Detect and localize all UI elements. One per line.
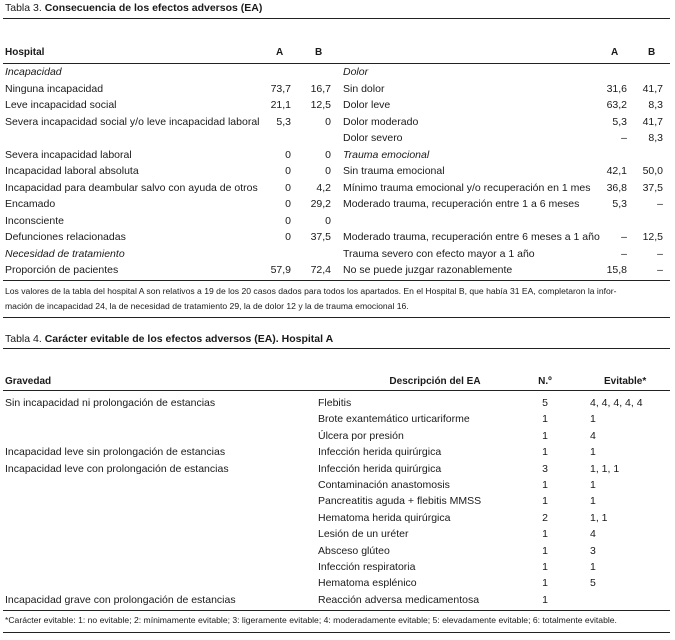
table3-header-hospital: Hospital [5,47,45,58]
value-b: 0 [325,165,331,177]
table3-title [5,2,262,14]
gravedad-cell: Incapacidad grave con prolongación de estancias [5,593,236,606]
evitable-cell: 1 [590,413,596,426]
row-label: Severa incapacidad laboral [5,148,132,161]
divider [3,18,670,19]
table3-header-right-a: A [611,47,619,58]
value-b: 0 [325,148,331,161]
table4-title-prefix: Tabla 4. [5,333,42,345]
value-b: 37,5 [310,231,331,243]
value-a: 0 [285,148,291,161]
descripcion-cell: Pancreatitis aguda + flebitis MMSS [318,495,482,508]
section-label: Necesidad de tratamiento [5,247,125,260]
evitable-cell: 1, 1, 1 [590,462,620,475]
value-b: 16,7 [310,82,331,95]
value-b: 41,7 [642,115,663,128]
descripcion-cell: Hematoma esplénico [318,577,417,590]
row-label: Moderado trauma, recuperación entre 6 meses a 1 año [343,231,600,243]
table3-header-b: B [315,47,323,58]
descripcion-cell: Infección herida quirúrgica [318,446,442,459]
value-b: 41,7 [642,82,663,95]
value-b: – [657,264,663,276]
value-a: 15,8 [606,264,627,276]
descripcion-cell: Hematoma herida quirúrgica [318,511,451,524]
row-label: Dolor severo [343,132,403,144]
value-a: 0 [285,165,291,177]
value-b: 12,5 [310,99,331,111]
value-b: 0 [325,115,331,128]
value-a: – [621,231,627,243]
value-b: 4,2 [316,181,331,194]
table3-note-line1: Los valores de la tabla del hospital A son relativos a 19 de los 20 casos dados para todos los apartados. En el Hospital B, que había 31 EA, completaron la infor- [5,286,617,296]
evitable-cell: 5 [590,577,596,590]
numero-cell: 1 [542,561,548,573]
table4-title-text: Carácter evitable de los efectos adversos (EA). Hospital A [44,333,334,345]
row-label: Defunciones relacionadas [5,231,126,243]
table4-header-descripcion: Descripción del EA [389,376,481,387]
table4-header-gravedad: Gravedad [5,376,52,387]
divider [3,317,670,318]
descripcion-cell: Contaminación anastomosis [318,479,450,491]
row-label: Dolor moderado [343,115,419,128]
row-label: Encamado [5,198,56,210]
row-label: Severa incapacidad social y/o leve incapacidad laboral [5,115,260,128]
value-a: 57,9 [270,264,291,276]
value-b: – [657,247,663,260]
numero-cell: 1 [542,495,548,508]
row-label: Mínimo trauma emocional y/o recuperación en 1 mes [343,181,591,194]
numero-cell: 1 [542,528,548,541]
value-a: 36,8 [606,181,627,194]
table4-title [5,333,333,345]
evitable-cell: 1 [590,561,596,573]
evitable-cell: 4, 4, 4, 4, 4 [590,397,643,409]
table4-footnote: *Carácter evitable: 1: no evitable; 2: mínimamente evitable; 3: ligeramente evitable; 4: moderadamente evitable; 5: elevadamente evitable; 6: totalmente evitable. [5,615,617,625]
gravedad-cell: Sin incapacidad ni prolongación de estancias [5,397,216,409]
evitable-cell: 4 [590,429,596,442]
value-b: 29,2 [310,198,331,210]
divider [3,632,670,633]
value-a: 63,2 [606,99,627,111]
numero-cell: 1 [542,577,548,590]
value-a: 0 [285,181,291,194]
descripcion-cell: Infección herida quirúrgica [318,462,442,475]
gravedad-cell: Incapacidad leve con prolongación de estancias [5,462,229,475]
row-label: Inconsciente [5,214,64,227]
descripcion-cell: Reacción adversa medicamentosa [318,593,480,606]
row-label: Sin trauma emocional [343,165,445,177]
value-a: 0 [285,198,291,210]
numero-cell: 1 [542,593,548,606]
gravedad-cell: Incapacidad leve sin prolongación de estancias [5,446,226,459]
numero-cell: 1 [542,413,548,426]
section-label: Trauma emocional [343,148,430,161]
descripcion-cell: Brote exantemático urticariforme [318,413,470,426]
table4-header-evitable: Evitable* [604,376,647,387]
value-b: 12,5 [642,231,663,243]
divider [3,63,670,64]
row-label: Dolor leve [343,99,391,111]
value-a: 73,7 [270,82,291,95]
numero-cell: 1 [542,479,548,491]
value-a: 5,3 [612,198,627,210]
row-label: Ninguna incapacidad [5,82,104,95]
evitable-cell: 1, 1 [590,511,608,524]
value-b: 0 [325,214,331,227]
value-a: 0 [285,231,291,243]
evitable-cell: 1 [590,495,596,508]
divider [3,348,670,349]
table3-header-a: A [276,47,284,58]
value-b: 8,3 [648,99,663,111]
descripcion-cell: Flebitis [318,397,352,409]
value-b: 8,3 [648,132,663,144]
value-a: – [621,132,627,144]
row-label: Moderado trauma, recuperación entre 1 a 6 meses [343,198,580,210]
value-b: – [657,198,663,210]
value-a: 42,1 [606,165,627,177]
divider [3,610,670,611]
table4-header-numero: N.º [538,376,552,387]
row-label: Sin dolor [343,82,385,95]
descripcion-cell: Úlcera por presión [318,429,404,442]
value-a: 5,3 [276,115,291,128]
row-label: Proporción de pacientes [5,264,119,276]
numero-cell: 3 [542,462,548,475]
value-b: 37,5 [642,181,663,194]
table3-note-line2: mación de incapacidad 24, la de necesidad de tratamiento 29, la de dolor 12 y la de trauma emocional 16. [5,301,409,311]
table3-header-right-b: B [648,47,656,58]
value-a: 5,3 [612,115,627,128]
row-label: No se puede juzgar razonablemente [343,264,513,276]
section-label: Dolor [343,66,369,78]
section-label: Incapacidad [5,66,62,78]
numero-cell: 1 [542,544,548,557]
descripcion-cell: Infección respiratoria [318,561,416,573]
evitable-cell: 3 [590,544,596,557]
table3-title-text: Consecuencia de los efectos adversos (EA) [44,2,263,14]
value-a: 21,1 [270,99,291,111]
row-label: Trauma severo con efecto mayor a 1 año [343,247,535,260]
descripcion-cell: Lesión de un uréter [318,528,409,541]
numero-cell: 1 [542,429,548,442]
evitable-cell: 1 [590,479,596,491]
row-label: Leve incapacidad social [5,99,117,111]
evitable-cell: 1 [590,446,596,459]
table3-title-prefix: Tabla 3. [5,2,42,14]
value-a: 31,6 [606,82,627,95]
evitable-cell: 4 [590,528,596,541]
row-label: Incapacidad para deambular salvo con ayuda de otros [5,181,258,194]
descripcion-cell: Absceso glúteo [318,544,390,557]
value-a: – [621,247,627,260]
value-b: 72,4 [310,264,331,276]
numero-cell: 1 [542,446,548,459]
numero-cell: 5 [542,397,548,409]
value-b: 50,0 [642,165,663,177]
row-label: Incapacidad laboral absoluta [5,165,139,177]
value-a: 0 [285,214,291,227]
divider [3,390,670,391]
numero-cell: 2 [542,511,548,524]
divider [3,280,670,281]
